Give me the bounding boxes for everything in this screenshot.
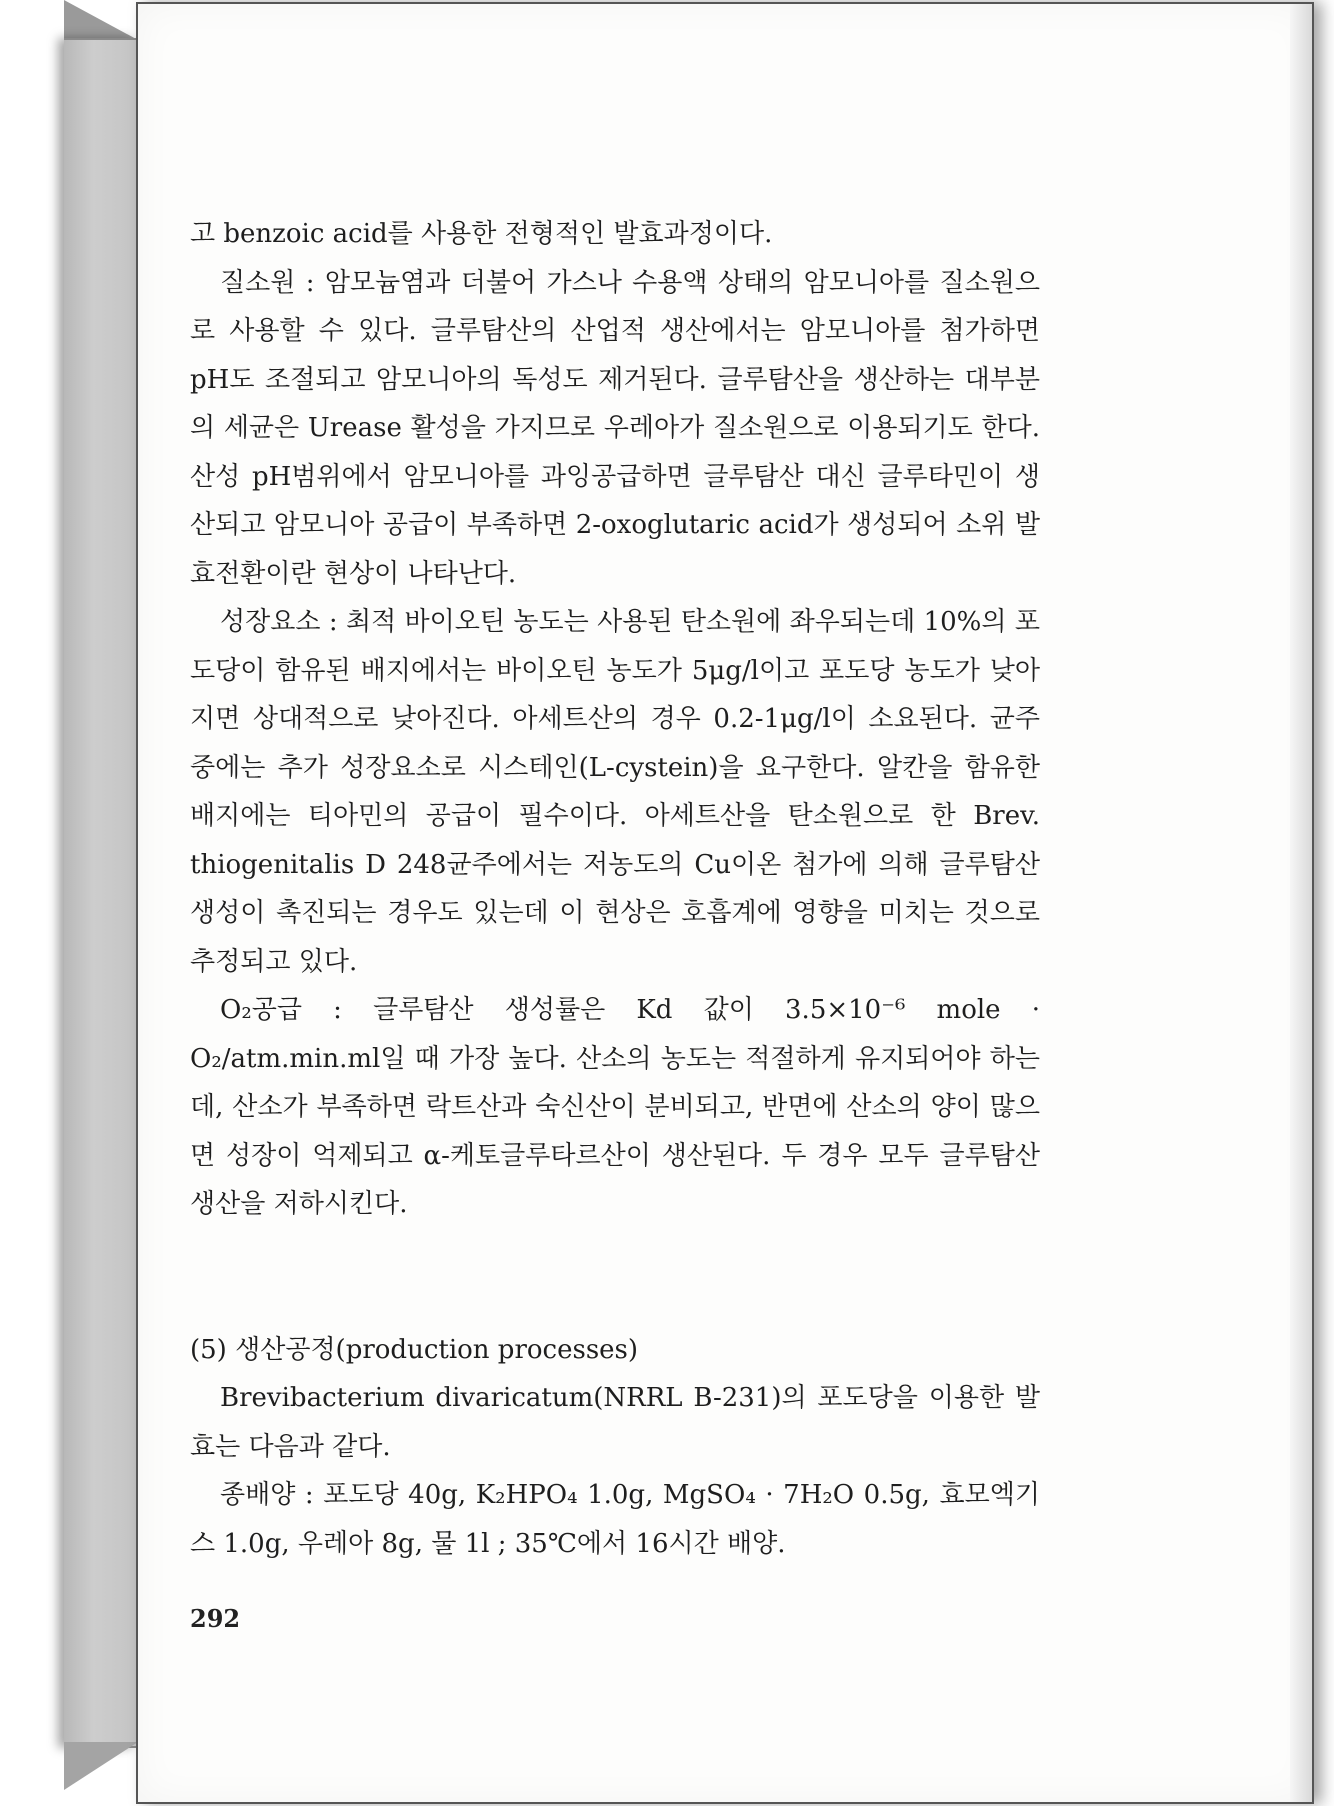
book-spine-top-edge [64,0,138,40]
section-spacer [190,1229,1040,1326]
paragraph-benzoic-acid: 고 benzoic acid를 사용한 전형적인 발효과정이다. [190,219,773,249]
page-edge-shading [1290,4,1312,1802]
page-body-text [190,210,1040,1568]
paragraph-oxygen-supply: O₂공급 : 글루탐산 생성률은 Kd 값이 3.5×10⁻⁶ mole · O₂/atm.min.ml일 때 가장 높다. 산소의 농도는 적절하게 유지되어야 하는데, 산소가 부족하면 락트산과 숙신산이 분비되고, 반면에 산소의 양이 많으면 성장이 억제되고 α-케토글루타르산이 생산된다. 두 경우 모두 글루탐산 생산을 저하시킨다. [190,995,1040,1219]
paragraph-brevibacterium-fermentation: Brevibacterium divaricatum(NRRL B-231)의 포도당을 이용한 발효는 다음과 같다. [190,1383,1040,1462]
page-number: 292 [190,1604,241,1633]
section-heading-production-processes: (5) 생산공정(production processes) [190,1334,639,1365]
book-spine [64,38,138,1748]
paragraph-nitrogen-source: 질소원 : 암모늄염과 더불어 가스나 수용액 상태의 암모니아를 질소원으로 사용할 수 있다. 글루탐산의 산업적 생산에서는 암모니아를 첨가하면 pH도 조절되고 암모니아의 독성도 제거된다. 글루탐산을 생산하는 대부분의 세균은 Urease 활성을 가지므로 우레아가 질소원으로 이용되기도 한다. 산성 pH범위에서 암모니아를 과잉공급하면 글루탐산 대신 글루타민이 생산되고 암모니아 공급이 부족하면 2-oxoglutaric acid가 생성되어 소위 발효전환이란 현상이 나타난다. [190,267,1040,589]
paragraph-seed-culture: 종배양 : 포도당 40g, K₂HPO₄ 1.0g, MgSO₄ · 7H₂O 0.5g, 효모엑기스 1.0g, 우레아 8g, 물 1l ; 35℃에서 16시간 배양. [190,1480,1040,1559]
book-spine-bottom-edge [64,1742,138,1790]
paragraph-growth-factors: 성장요소 : 최적 바이오틴 농도는 사용된 탄소원에 좌우되는데 10%의 포도당이 함유된 배지에서는 바이오틴 농도가 5μg/l이고 포도당 농도가 낮아지면 상대적으로 낮아진다. 아세트산의 경우 0.2-1μg/l이 소요된다. 균주 중에는 추가 성장요소로 시스테인(L-cystein)을 요구한다. 알칸을 함유한 배지에는 티아민의 공급이 필수이다. 아세트산을 탄소원으로 한 Brev. thiogenitalis D 248균주에서는 저농도의 Cu이온 첨가에 의해 글루탐산 생성이 촉진되는 경우도 있는데 이 현상은 호흡계에 영향을 미치는 것으로 추정되고 있다. [190,607,1040,977]
